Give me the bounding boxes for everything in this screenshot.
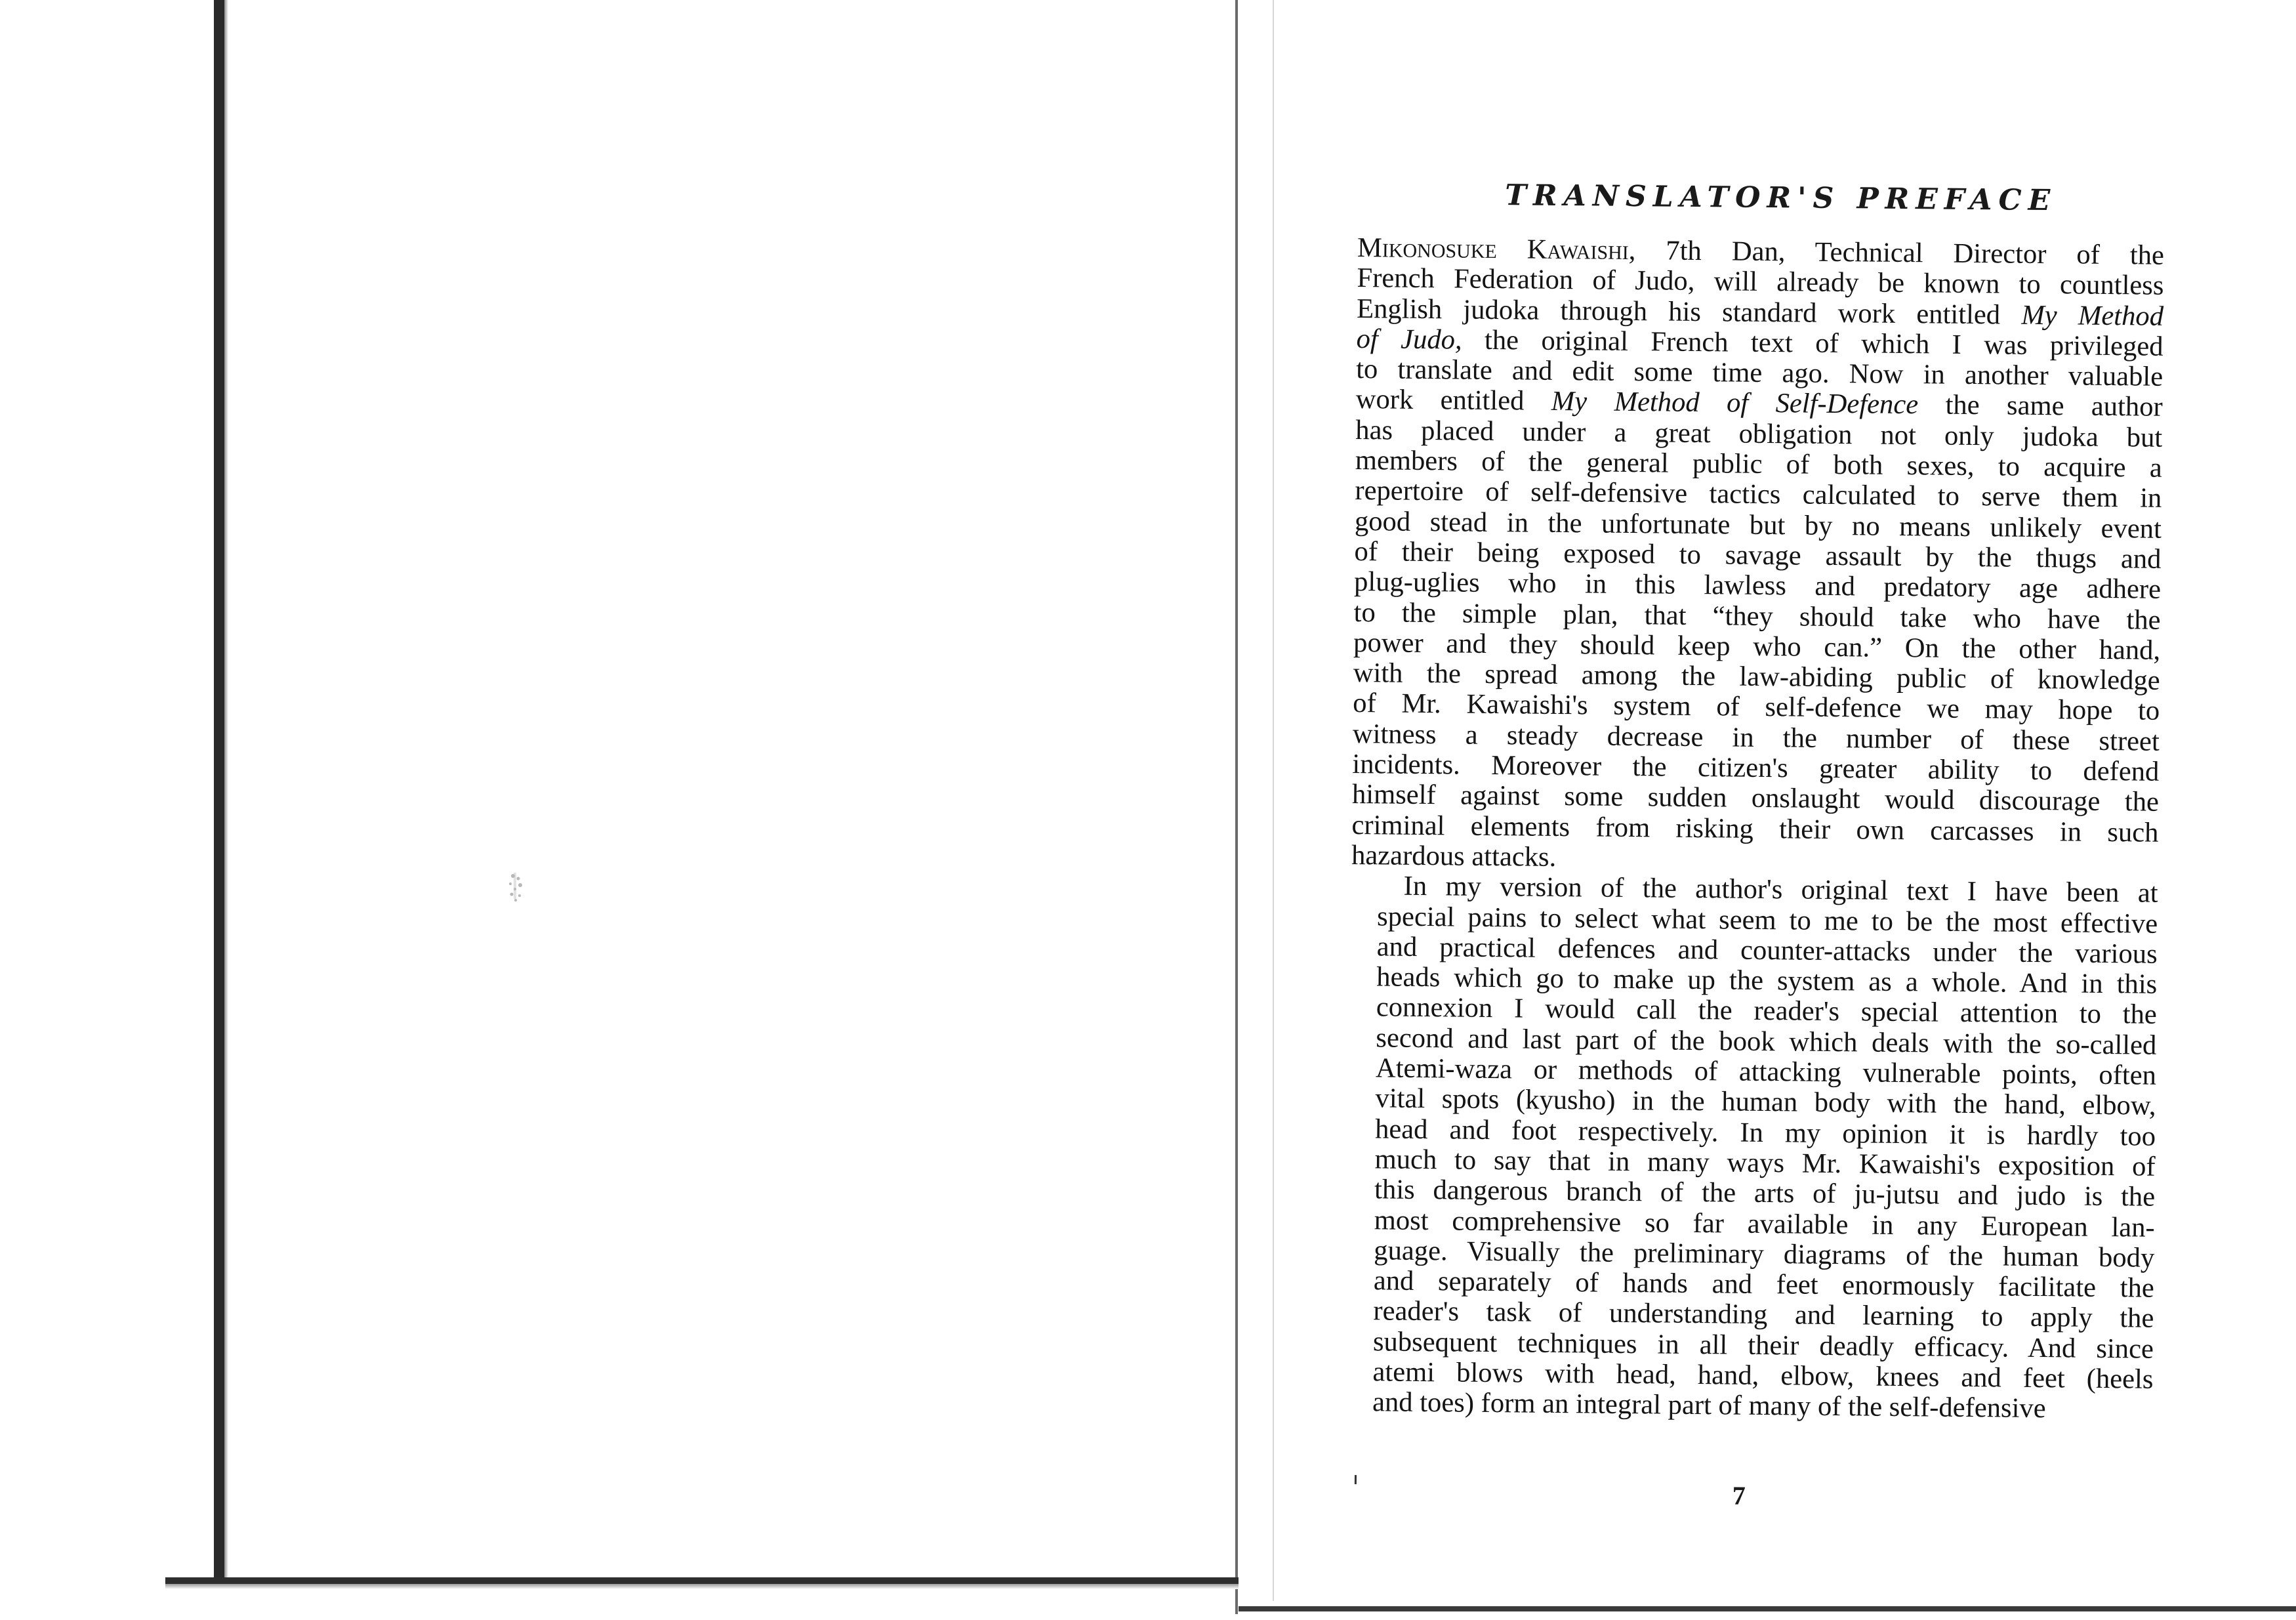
text-run: Atemi-waza or methods of attacking vulnerable points, often — [1375, 1052, 2157, 1091]
text-run: special pains to select what seem to me to be the most effective — [1376, 900, 2158, 940]
text-run: , 7th Dan, Technical Director of the — [1628, 234, 2165, 271]
text-run: repertoire of self-defensive tactics calculated to serve them in — [1355, 475, 2162, 514]
paragraph — [1351, 233, 2164, 879]
text-run: the same author — [1917, 389, 2163, 423]
paragraph — [1346, 871, 2158, 1425]
gutter-soft-line — [1273, 0, 1274, 1601]
text-run: to translate and edit some time ago. Now in another valuable — [1355, 354, 2163, 392]
text-run: of their being exposed to savage assault by the thugs and — [1354, 535, 2162, 575]
text-run: to the simple plan, that “they should take who have the — [1353, 596, 2161, 636]
text-run: work entitled — [1355, 384, 1552, 417]
text-run: witness a steady decrease in the number of these street — [1352, 718, 2160, 757]
text-run: connexion I would call the reader's special attention to the — [1376, 991, 2158, 1031]
text-run: guage. Visually the preliminary diagrams of the human body — [1374, 1235, 2155, 1274]
text-run: most comprehensive so far available in any European lan- — [1374, 1204, 2155, 1243]
page-number: 7 — [1732, 1480, 1746, 1510]
text-run: atemi blows with head, hand, elbow, knees and feet (heels — [1372, 1356, 2154, 1395]
text-run: hazardous attacks. — [1351, 839, 1557, 873]
text-run: English judoka through his standard work entitled — [1356, 293, 2022, 331]
text-line — [1346, 1387, 2153, 1425]
text-run: has placed under a great obligation not only judoka but — [1355, 414, 2163, 453]
text-run: himself against some sudden onslaught would discourage the — [1351, 779, 2160, 818]
italic-text: of Judo, — [1356, 323, 1462, 356]
right-page — [1345, 177, 2165, 1510]
book-gutter-line — [1235, 0, 1238, 1614]
text-run: In my version of the author's original text I have been at — [1403, 870, 2158, 909]
text-run: incidents. Moreover the citizen's greater ability to defend — [1352, 749, 2160, 787]
text-run: and practical defences and counter-attacks under the various — [1376, 931, 2158, 970]
text-run: much to say that in many ways Mr. Kawaishi's exposition of — [1374, 1144, 2156, 1182]
text-run: this dangerous branch of the arts of ju-jutsu and judo is the — [1374, 1174, 2156, 1213]
text-run: French Federation of Judo, will already be known to countless — [1357, 262, 2164, 302]
running-title: TRANSLATOR'S PREFACE — [1505, 178, 2057, 218]
text-run: plug-uglies who in this lawless and predatory age adhere — [1353, 566, 2162, 606]
italic-text: My Method — [2021, 299, 2164, 332]
text-run: criminal elements from risking their own carcasses in such — [1351, 809, 2159, 848]
italic-text: My Method of Self-Defence — [1551, 386, 1919, 421]
text-run: reader's task of understanding and learning to apply the — [1373, 1295, 2154, 1335]
text-run: and toes) form an integral part of many of the self-defensive — [1372, 1386, 2046, 1424]
text-run: and separately of hands and feet enormously facilitate the — [1373, 1265, 2155, 1304]
left-page-bottom-edge — [165, 1577, 1239, 1584]
text-run: good stead in the unfortunate but by no means unlikely event — [1354, 505, 2162, 545]
text-run: the original French text of which I was privileged — [1462, 324, 2163, 362]
text-run: power and they should keep who can.” On the other hand, — [1353, 627, 2161, 666]
text-run: with the spread among the law-abiding public of knowledge — [1353, 657, 2160, 696]
text-run: members of the general public of both sexes, to acquire a — [1355, 445, 2163, 484]
left-page-binding-edge — [214, 0, 224, 1587]
preface-body-text — [1346, 233, 2164, 1425]
stray-tick-mark — [1355, 1475, 1357, 1484]
small-caps-text: Mikonosuke Kawaishi — [1357, 232, 1630, 266]
right-page-bottom-edge — [1239, 1606, 2296, 1611]
text-run: vital spots (kyusho) in the human body with the hand, elbow, — [1375, 1083, 2156, 1122]
text-run: head and foot respectively. In my opinion it is hardly too — [1374, 1113, 2156, 1152]
text-run: subsequent techniques in all their deadly efficacy. And since — [1372, 1325, 2154, 1365]
text-run: of Mr. Kawaishi's system of self-defence we may hope to — [1353, 688, 2160, 727]
left-edge-shadow — [224, 0, 228, 1587]
ink-smudge-mark — [504, 869, 530, 909]
left-page-bottom-shadow — [165, 1584, 1239, 1589]
text-run: heads which go to make up the system as a whole. And in this — [1376, 961, 2158, 1000]
text-run: second and last part of the book which deals with the so-called — [1376, 1022, 2157, 1061]
